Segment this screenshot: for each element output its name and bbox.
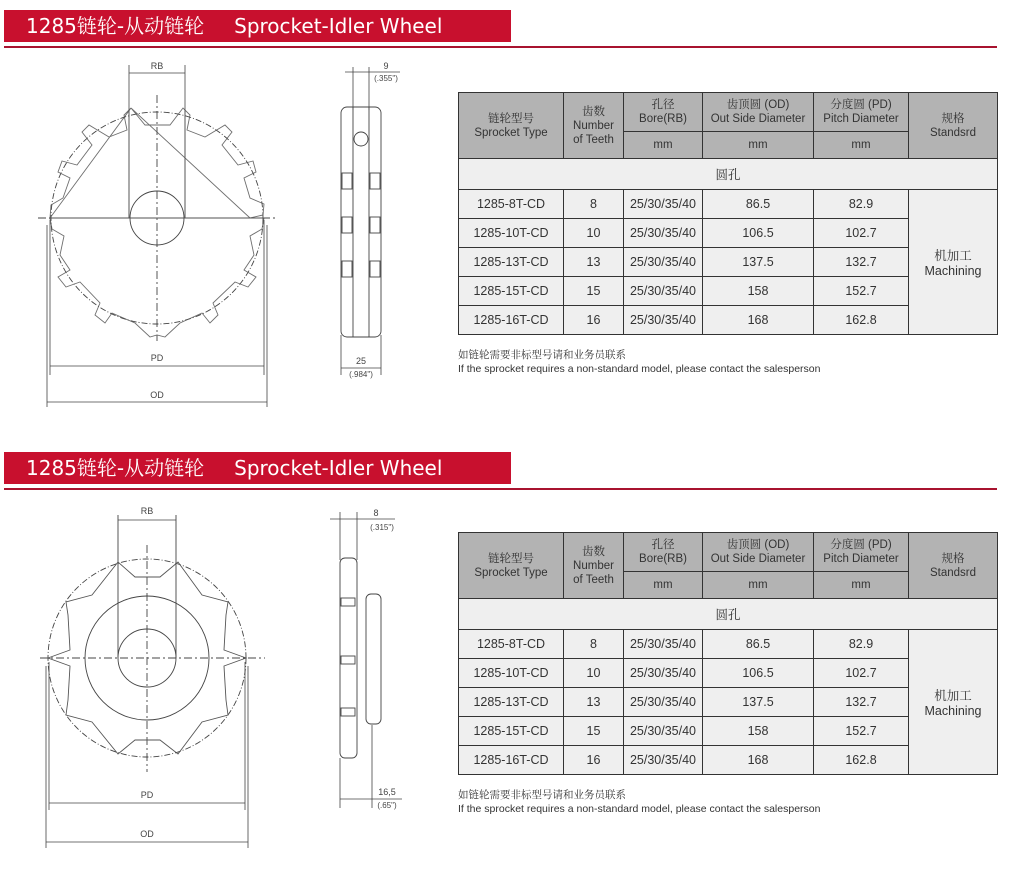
front-view bbox=[38, 95, 276, 341]
title-en: Sprocket-Idler Wheel bbox=[234, 456, 443, 480]
table-row: 1285-15T-CD 15 25/30/35/40 158 152.7 bbox=[459, 277, 998, 306]
table-row: 1285-16T-CD 16 25/30/35/40 168 162.8 bbox=[459, 746, 998, 775]
col-header-type: 链轮型号 Sprocket Type bbox=[459, 533, 564, 599]
pd-label: PD bbox=[140, 790, 154, 800]
col-header-teeth: 齿数 Number of Teeth bbox=[564, 93, 624, 159]
table-row: 1285-13T-CD 13 25/30/35/40 137.5 132.7 bbox=[459, 688, 998, 717]
col-header-standard: 规格 Standsrd bbox=[909, 93, 998, 159]
unit-od: mm bbox=[703, 132, 814, 159]
col-header-bore: 孔径 Bore(RB) bbox=[624, 93, 703, 132]
rb-label: RB bbox=[150, 61, 164, 71]
unit-od: mm bbox=[703, 572, 814, 599]
note-en: If the sprocket requires a non-standard model, please contact the salesperson bbox=[458, 803, 821, 815]
category-row: 圆孔 bbox=[459, 599, 998, 630]
unit-pd: mm bbox=[814, 132, 909, 159]
sprocket-drawing bbox=[0, 490, 420, 860]
side-top-dim: 9 bbox=[383, 61, 389, 71]
side-view bbox=[341, 107, 381, 337]
contact-note bbox=[458, 788, 820, 816]
od-label: OD bbox=[140, 829, 154, 839]
title-divider bbox=[4, 46, 997, 48]
front-view bbox=[40, 515, 265, 772]
note-cn: 如链轮需要非标型号请和业务员联系 bbox=[458, 789, 626, 801]
rb-label: RB bbox=[140, 506, 154, 516]
od-label: OD bbox=[150, 390, 164, 400]
note-en: If the sprocket requires a non-standard model, please contact the salesperson bbox=[458, 363, 821, 375]
sprocket-drawing bbox=[0, 55, 420, 415]
unit-pd: mm bbox=[814, 572, 909, 599]
section-idler-wheel-1 bbox=[0, 0, 1013, 430]
side-bottom-dim-inch: (.984") bbox=[349, 370, 373, 379]
note-cn: 如链轮需要非标型号请和业务员联系 bbox=[458, 349, 626, 361]
spec-table bbox=[458, 92, 998, 335]
col-header-bore: 孔径 Bore(RB) bbox=[624, 533, 703, 572]
table-row: 1285-8T-CD 8 25/30/35/40 86.5 82.9 机加工 Machining bbox=[459, 190, 998, 219]
section-idler-wheel-2 bbox=[0, 442, 1013, 872]
title-cn: 1285链轮-从动链轮 bbox=[26, 14, 205, 38]
table-row: 1285-16T-CD 16 25/30/35/40 168 162.8 bbox=[459, 306, 998, 335]
unit-bore: mm bbox=[624, 572, 703, 599]
col-header-pd: 分度圆 (PD) Pitch Diameter bbox=[814, 533, 909, 572]
title-en: Sprocket-Idler Wheel bbox=[234, 14, 443, 38]
pd-label: PD bbox=[150, 353, 164, 363]
contact-note bbox=[458, 348, 820, 376]
category-row: 圆孔 bbox=[459, 159, 998, 190]
side-top-dim-inch: (.315") bbox=[370, 523, 394, 532]
col-header-od: 齿顶圆 (OD) Out Side Diameter bbox=[703, 533, 814, 572]
table-row: 1285-10T-CD 10 25/30/35/40 106.5 102.7 bbox=[459, 219, 998, 248]
side-bottom-dim-inch: (.65") bbox=[377, 801, 397, 810]
table-row: 1285-15T-CD 15 25/30/35/40 158 152.7 bbox=[459, 717, 998, 746]
section-title-banner bbox=[4, 452, 511, 484]
spec-cell: 机加工 Machining bbox=[909, 190, 998, 335]
side-top-dim: 8 bbox=[373, 508, 379, 518]
unit-bore: mm bbox=[624, 132, 703, 159]
col-header-pd: 分度圆 (PD) Pitch Diameter bbox=[814, 93, 909, 132]
col-header-standard: 规格 Standsrd bbox=[909, 533, 998, 599]
col-header-od: 齿顶圆 (OD) Out Side Diameter bbox=[703, 93, 814, 132]
col-header-teeth: 齿数 Number of Teeth bbox=[564, 533, 624, 599]
spec-table bbox=[458, 532, 998, 775]
side-bottom-dim: 16,5 bbox=[378, 787, 396, 797]
col-header-type: 链轮型号 Sprocket Type bbox=[459, 93, 564, 159]
title-cn: 1285链轮-从动链轮 bbox=[26, 456, 205, 480]
side-top-dim-inch: (.355") bbox=[374, 74, 398, 83]
table-row: 1285-10T-CD 10 25/30/35/40 106.5 102.7 bbox=[459, 659, 998, 688]
side-view bbox=[340, 558, 381, 758]
section-title-banner bbox=[4, 10, 511, 42]
side-bottom-dim: 25 bbox=[355, 356, 367, 366]
table-row: 1285-13T-CD 13 25/30/35/40 137.5 132.7 bbox=[459, 248, 998, 277]
spec-cell: 机加工 Machining bbox=[909, 630, 998, 775]
table-row: 1285-8T-CD 8 25/30/35/40 86.5 82.9 机加工 Machining bbox=[459, 630, 998, 659]
